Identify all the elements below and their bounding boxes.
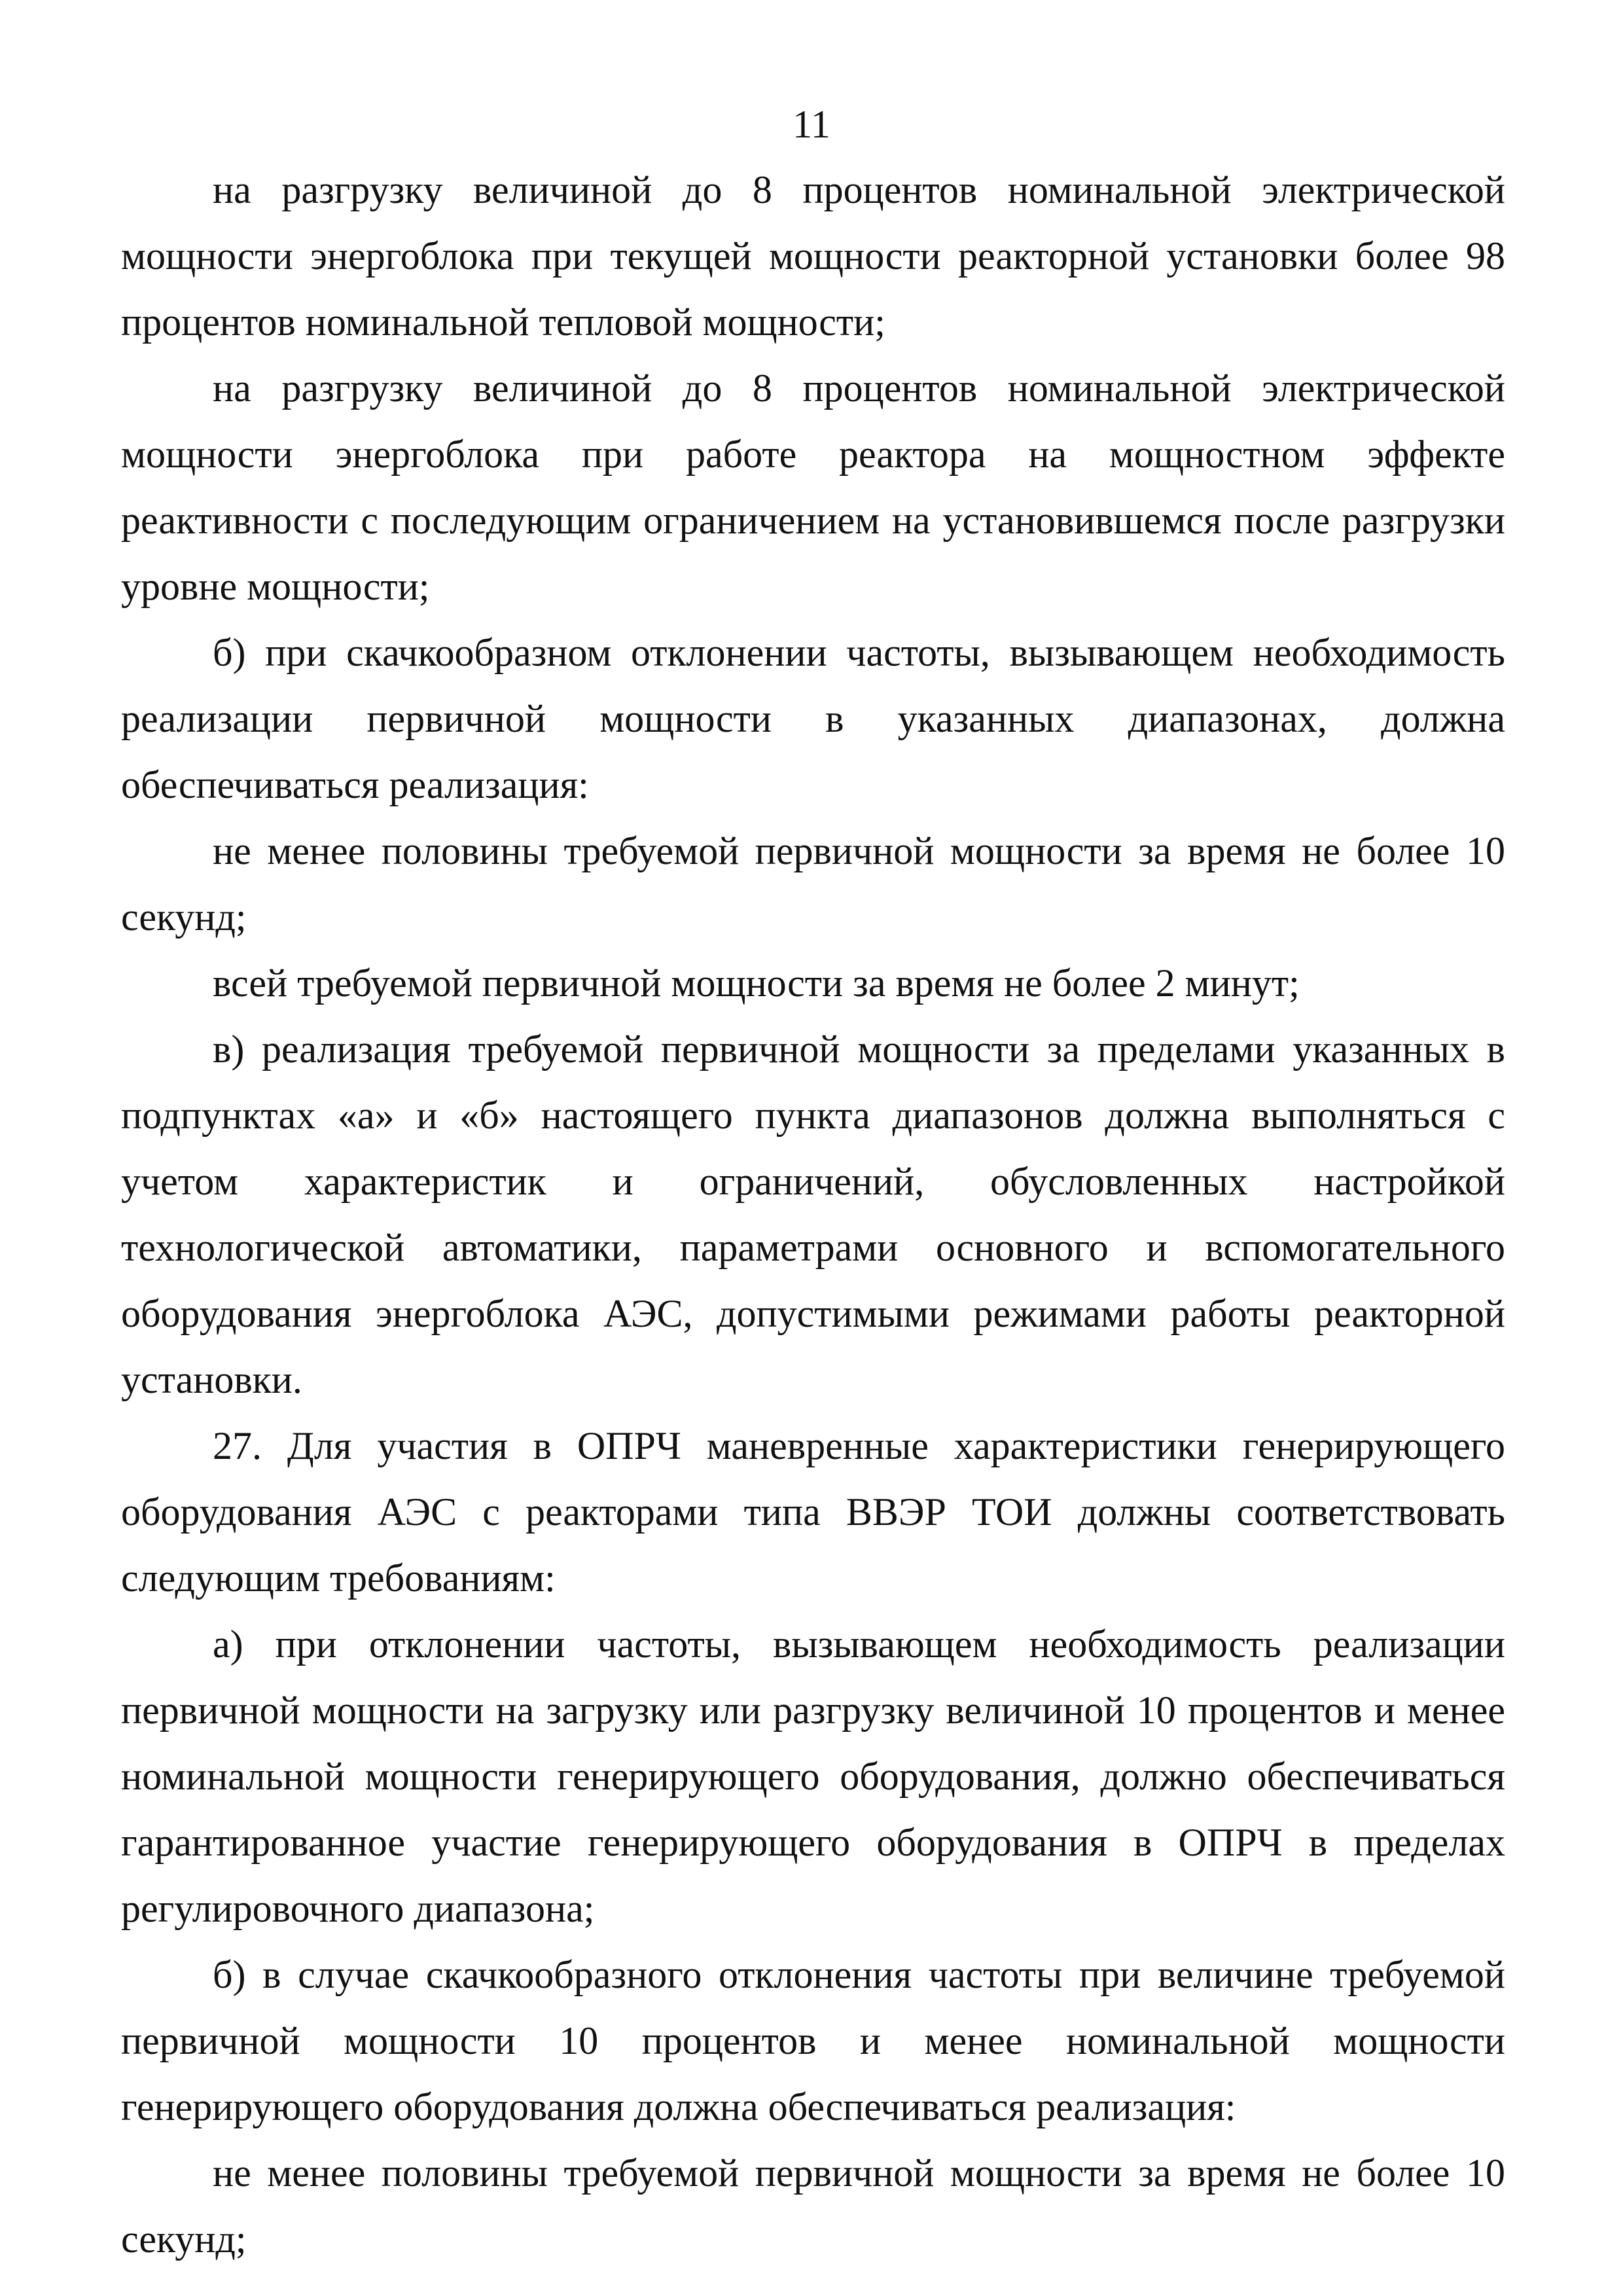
document-body	[121, 157, 1505, 2272]
paragraph: не менее половины требуемой первичной мощности за время не более 10 секунд;	[121, 2151, 1505, 2261]
paragraph: б) в случае скачкообразного отклонения частоты при величине требуемой первичной мощности 10 процентов и менее номинальной мощности генерирующего оборудования должна обеспечиваться реализация:	[121, 1953, 1505, 2128]
paragraph: 27. Для участия в ОПРЧ маневренные характеристики генерирующего оборудования АЭС с реакторами типа ВВЭР ТОИ должны соответствовать следующим требованиям:	[121, 1424, 1505, 1600]
paragraph: на разгрузку величиной до 8 процентов номинальной электрической мощности энергоблока при работе реактора на мощностном эффекте реактивности с последующим ограничением на установившемся после разгрузки уровне мощности;	[121, 367, 1505, 608]
paragraph: а) при отклонении частоты, вызывающем необходимость реализации первичной мощности на загрузку или разгрузку величиной 10 процентов и менее номинальной мощности генерирующего оборудования, должно обеспечиваться гарантированное участие генерирующего оборудования в ОПРЧ в пределах регулировочного диапазона;	[121, 1623, 1505, 1930]
paragraph: на разгрузку величиной до 8 процентов номинальной электрической мощности энергоблока при текущей мощности реакторной установки более 98 процентов номинальной тепловой мощности;	[121, 168, 1505, 344]
paragraph: не менее половины требуемой первичной мощности за время не более 10 секунд;	[121, 829, 1505, 939]
paragraph: в) реализация требуемой первичной мощности за пределами указанных в подпунктах «а» и «б» настоящего пункта диапазонов должна выполняться с учетом характеристик и ограничений, обусловленных настройкой технологической автоматики, параметрами основного и вспомогательного оборудования энергоблока АЭС, допустимыми режимами работы реакторной установки.	[121, 1028, 1505, 1401]
paragraph: всей требуемой первичной мощности за время не более 2 минут;	[213, 961, 1300, 1005]
paragraph: б) при скачкообразном отклонении частоты, вызывающем необходимость реализации первичной мощности в указанных диапазонах, должна обеспечиваться реализация:	[121, 631, 1505, 806]
page-number: 11	[793, 103, 830, 146]
